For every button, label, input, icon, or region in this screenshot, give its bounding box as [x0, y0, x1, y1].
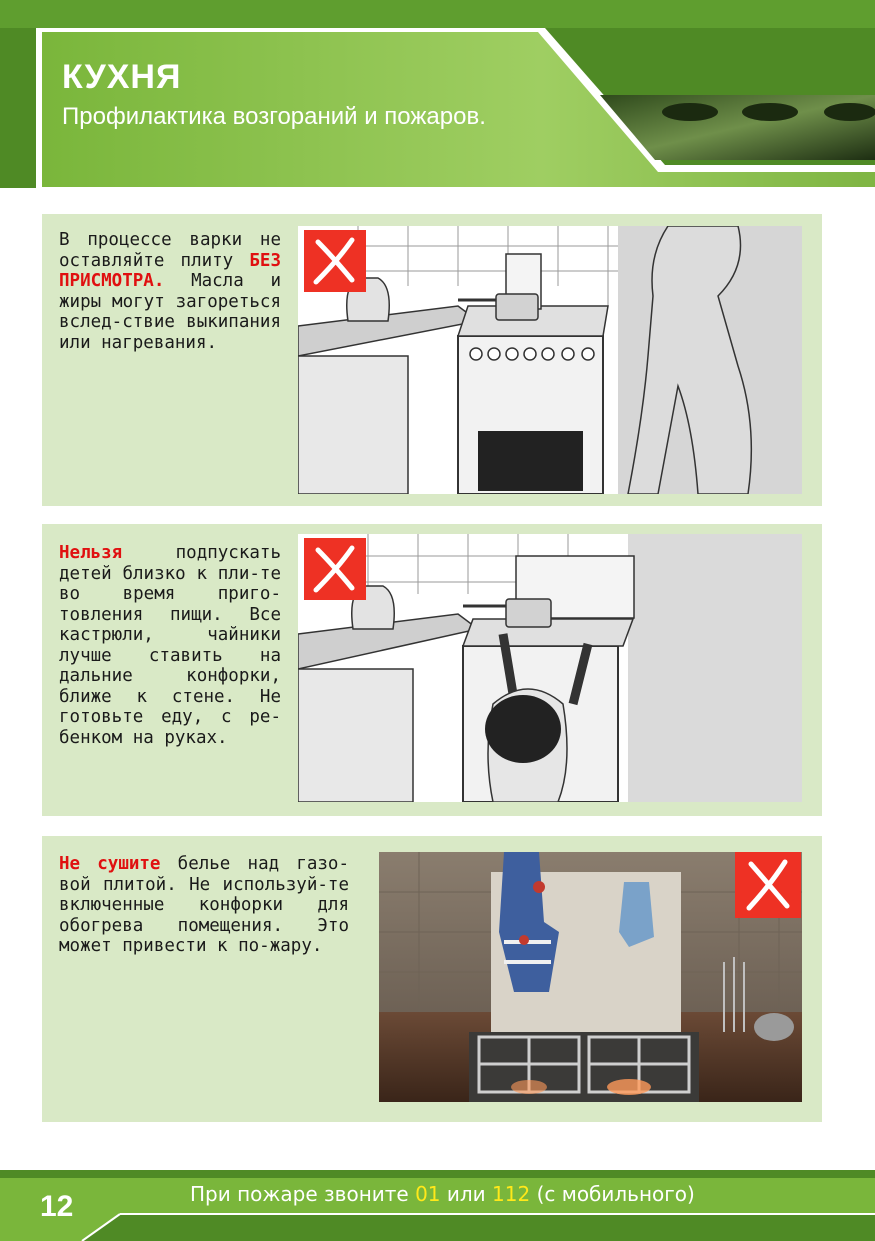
prohibited-icon — [735, 852, 801, 918]
prohibited-icon — [304, 538, 366, 600]
tip-text-3: Не сушите белье над газо-вой плитой. Не используй-те включенные конфорки для обогрева помещения. Это может привести к по-жару. — [59, 854, 350, 956]
page-subtitle: Профилактика возгораний и пожаров. — [62, 103, 486, 130]
tip-panel-1 — [42, 214, 822, 506]
child-near-stove-illustration — [298, 534, 802, 802]
emergency-call-text: При пожаре звоните 01 или 112 (с мобильного) — [190, 1182, 695, 1206]
page-number: 12 — [40, 1190, 74, 1223]
tip-panel-2 — [42, 524, 822, 816]
tip-text-1: В процессе варки не оставляйте плиту БЕЗ ПРИСМОТРА. Масла и жиры могут загореться вслед-ствие выкипания или нагревания. — [59, 230, 281, 353]
emergency-number-112: 112 — [492, 1182, 531, 1206]
page-title: КУХНЯ — [62, 58, 182, 96]
unattended-stove-illustration — [298, 226, 802, 494]
emergency-number-01: 01 — [415, 1182, 441, 1206]
prohibited-icon — [304, 230, 366, 292]
drying-towels-over-gas-stove-photo — [379, 852, 802, 1102]
tip-text-2: Нельзя подпускать детей близко к пли-те во время приго-товления пищи. Все кастрюли, чайники лучше ставить на дальние конфорки, ближе к стене. Не готовьте еду, с ре-бенком на руках. — [59, 543, 281, 748]
tip-panel-3 — [42, 836, 822, 1122]
